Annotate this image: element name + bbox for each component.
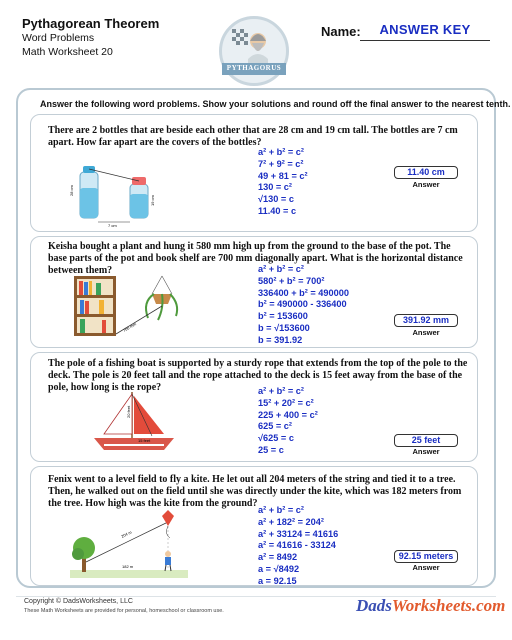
usage-note: These Math Worksheets are provided for personal, homeschool or classroom use. — [24, 608, 224, 614]
kite-illustration — [70, 510, 188, 580]
worksheet-header — [22, 16, 159, 59]
pole-height-label: 20 feet — [126, 405, 131, 418]
problem-question-4: Fenix went to a level field to fly a kite. He let out all 204 meters of the string and tied it to a tree. Then, he walked out on the field until she was directly under the kite, which was 182 meters from the tree. How high was the kite from the ground? — [48, 474, 462, 509]
solution-step: 11.40 = c — [258, 205, 297, 216]
solution-step: 336400 + b² = 490000 — [258, 287, 349, 298]
problem-question-1: There are 2 bottles that are beside each other that are 28 cm and 19 cm tall. The bottles are 7 cm apart. How far apart are the covers of the bottles? — [48, 125, 458, 148]
brand-logo[interactable] — [356, 596, 505, 616]
solution-step: a² + 182² = 204² — [258, 516, 324, 527]
solution-step: a² + b² = c² — [258, 505, 304, 515]
solution-step: a² + b² = c² — [258, 147, 304, 157]
solution-step: 15² + 20² = c² — [258, 397, 314, 408]
worksheet-subtitle: Word Problems — [22, 32, 95, 44]
brand-main: Dads — [356, 596, 392, 615]
answer-label-3: Answer — [412, 447, 440, 456]
ground-distance-label: 182 m — [122, 564, 134, 569]
instructions: Answer the following word problems. Show your solutions and round off the final answer to the nearest tenth. — [40, 99, 511, 109]
name-label: Name: — [321, 24, 361, 39]
worksheet-title: Pythagorean Theorem — [22, 16, 160, 31]
bottle-1-height-label: 28 cm — [69, 185, 74, 196]
name-value: ANSWER KEY — [379, 22, 471, 37]
solution-step: √130 = c — [258, 194, 294, 205]
bookshelf-plant-illustration — [72, 274, 182, 338]
solution-step: a² + 33124 = 41616 — [258, 528, 339, 539]
string-length-label: 204 m — [120, 529, 133, 539]
pythagorus-logo — [219, 16, 289, 86]
solution-step: a² = 8492 — [258, 552, 298, 563]
solution-step: 130 = c² — [258, 182, 292, 193]
solution-step: b = 391.92 — [258, 334, 303, 345]
answer-box-4: 92.15 meters — [394, 550, 458, 563]
solution-step: 225 + 400 = c² — [258, 409, 318, 420]
solution-step: a² = 41616 - 33124 — [258, 540, 336, 551]
solution-steps-2 — [258, 264, 349, 347]
solution-step: b² = 490000 - 336400 — [258, 299, 347, 310]
problem-question-3: The pole of a fishing boat is supported by a sturdy rope that extends from the top of the pole to the deck. The pole is 20 feet tall and the rope attached to the deck is 15 feet away from the base of the pole, how long is the rope? — [48, 358, 468, 393]
bottle-gap-label: 7 cm — [108, 223, 117, 228]
bottles-illustration — [70, 164, 160, 228]
copyright: Copyright © DadsWorksheets, LLC — [24, 598, 133, 605]
solution-step: √625 = c — [258, 433, 294, 444]
worksheet-number: Math Worksheet 20 — [22, 46, 113, 58]
diagonal-distance-label: 700 mm — [122, 321, 138, 333]
deck-distance-label: 15 feet — [138, 438, 151, 443]
answer-label-2: Answer — [412, 328, 440, 337]
solution-step: a = 92.15 — [258, 575, 297, 586]
solution-step: a = √8492 — [258, 563, 300, 574]
bottle-2-height-label: 19 cm — [150, 195, 155, 206]
sailboat-illustration — [90, 388, 180, 456]
answer-box-2: 391.92 mm — [394, 314, 458, 327]
problem-question-2: Keisha bought a plant and hung it 580 mm high up from the ground to the base of the pot. The base parts of the pot and book shelf are 700 mm diagonally apart. What is the horizontal distance between them? — [48, 241, 463, 276]
solution-step: b² = 153600 — [258, 311, 308, 322]
solution-step: 25 = c — [258, 444, 284, 455]
solution-step: 49 + 81 = c² — [258, 170, 308, 181]
name-line — [360, 40, 490, 41]
answer-label-4: Answer — [412, 563, 440, 572]
solution-steps-1 — [258, 147, 308, 218]
logo-text: PYTHAGORUS — [226, 64, 282, 72]
solution-steps-3 — [258, 386, 318, 457]
solution-step: a² + b² = c² — [258, 264, 304, 274]
solution-step: 580² + b² = 700² — [258, 275, 325, 286]
solution-step: b = √153600 — [258, 322, 310, 333]
answer-box-3: 25 feet — [394, 434, 458, 447]
answer-box-1: 11.40 cm — [394, 166, 458, 179]
solution-step: 625 = c² — [258, 421, 292, 432]
answer-label-1: Answer — [412, 180, 440, 189]
solution-steps-4 — [258, 505, 338, 588]
solution-step: 7² + 9² = c² — [258, 158, 304, 169]
brand-accent: Worksheets.com — [391, 596, 506, 615]
solution-step: a² + b² = c² — [258, 386, 304, 396]
